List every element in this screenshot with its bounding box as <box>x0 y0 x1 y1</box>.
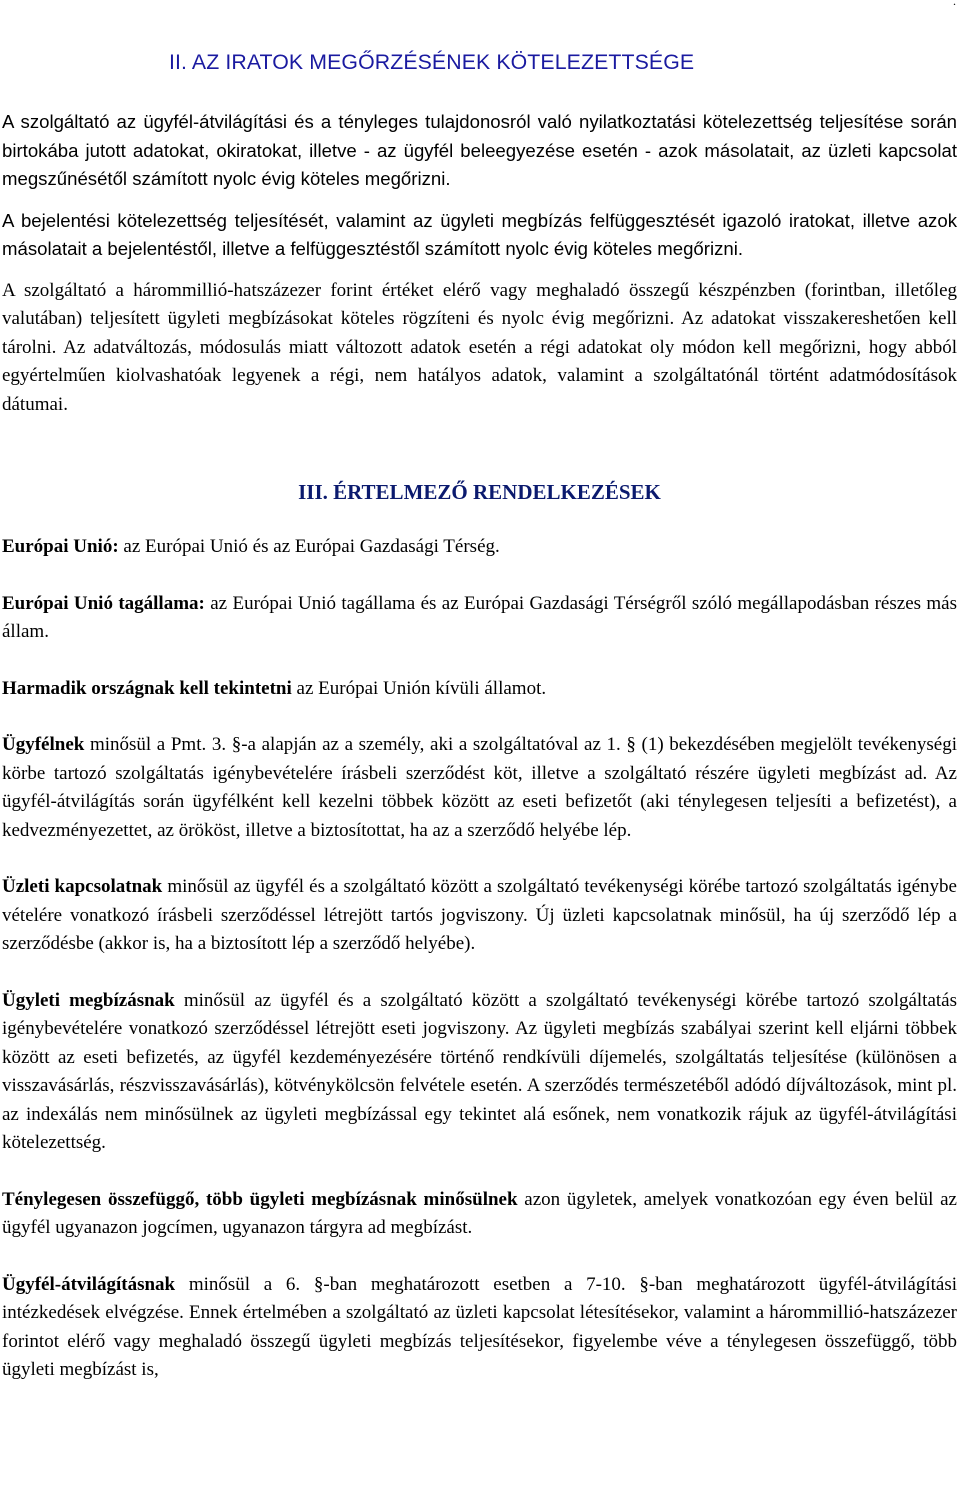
definition-term: Európai Unió tagállama: <box>2 592 205 614</box>
definition-business-relationship <box>2 873 957 959</box>
definition-term: Üzleti kapcsolatnak <box>2 876 163 897</box>
section-3-title: III. ÉRTELMEZŐ RENDELKEZÉSEK <box>298 480 661 504</box>
definition-linked-orders <box>2 1186 957 1243</box>
definition-term: Európai Unió: <box>2 536 119 557</box>
definition-term: Ügyleti megbízásnak <box>2 989 175 1011</box>
definition-text: az Európai Unión kívüli államot. <box>291 677 547 699</box>
section-2-paragraph-2: A bejelentési kötelezettség teljesítését, valamint az ügyleti megbízás felfüggesztését igazoló iratokat, illetve azok másolatait a bejelentéstől, illetve a felfüggesztéstől számított nyolc évig köteles megőrizni. <box>2 209 957 259</box>
definition-due-diligence <box>2 1271 957 1385</box>
definition-text: azon ügyletek, amelyek vonatkozóan egy éven belül az ügyfél ugyanazon jogcímen, ugyanazon tárgyra ad megbízást. <box>2 1188 957 1238</box>
section-2-paragraph-1: A szolgáltató az ügyfél-átvilágítási és a tényleges tulajdonosról való nyilatkoztatási kötelezettség teljesítése során birtokába jutott adatokat, okiratokat, illetve - az ügyfél beleegyezése esetén - azok másolatait, az üzleti kapcsolat megszűnésétől számított nyolc évig köteles megőrizni. <box>2 111 957 189</box>
definition-text: minősül a 6. §-ban meghatározott esetben a 7-10. §-ban meghatározott ügyfél-átvilágítási intézkedések elvégzése. Ennek értelmében a szolgáltató az üzleti kapcsolat létesítésekor, valamint a hárommillió-hatszázezer forintot elérő vagy meghaladó összegű ügyleti megbízás teljesítésekor, figyelembe véve a ténylegesen összefüggő, több ügyleti megbízást is, <box>2 1273 957 1380</box>
definition-customer <box>2 731 957 845</box>
definition-term: Ténylegesen összefüggő, több ügyleti megbízásnak minősülnek <box>2 1188 518 1210</box>
definition-text: minősül a Pmt. 3. §-a alapján az a személy, aki a szolgáltatóval az 1. § (1) bekezdésében megjelölt tevékenységi körbe tartozó szolgáltatás igénybevételére írásbeli szerződést köt, illetve a szolgáltató részére ügyleti megbízást ad. Az ügyfél-átvilágítás során ügyfélként kell kezelni többek között az eseti befizetőt (aki ténylegesen teljesíti a befizetést), a kedvezményezettet, az örököst, illetve a biztosítottat, ha az a szerződő helyébe lép. <box>2 734 957 841</box>
definition-term: Ügyfél-átvilágításnak <box>2 1273 176 1295</box>
definition-text: az Európai Unió és az Európai Gazdasági Térség. <box>118 536 500 557</box>
definition-text: minősül az ügyfél és a szolgáltató között a szolgáltató tevékenységi körébe tartozó szolgáltatás igénybevételére vonatkozó szerződéssel létrejött eseti jogviszony. Az ügyleti megbízás szabályai szerint kell eljárni többek között az eseti befizetés, az ügyfél kezdeményezésére történő rendkívüli díjemelés, szolgáltatás teljesítése (különösen a visszavásárlás, részvisszavásárlás), kötvénykölcsön felvétele esetén. A szerződés természetéből adódó díjváltozások, mint pl. az indexálás nem minősülnek az ügyleti megbízással egy tekintet alá esőnek, nem vonatkozik rájuk az ügyfél-átvilágítási kötelezettség. <box>2 989 958 1153</box>
definition-third-country <box>2 675 957 704</box>
definition-eu <box>2 533 957 562</box>
definition-text: az Európai Unió tagállama és az Európai Gazdasági Térségről szóló megállapodásban részes más állam. <box>2 592 957 642</box>
section-2-title: II. AZ IRATOK MEGŐRZÉSÉNEK KÖTELEZETTSÉGE <box>169 50 695 74</box>
definition-member-state <box>2 590 957 647</box>
definition-term: Ügyfélnek <box>2 734 85 755</box>
definition-transaction-order <box>2 987 957 1158</box>
section-2-paragraph-3: A szolgáltató a hárommillió-hatszázezer forint értéket elérő vagy meghaladó összegű készpénzben (forintban, illetőleg valutában) teljesített ügyleti megbízásokat köteles rögzíteni és nyolc évig megőrizni. Az adatokat visszakereshetően kell tárolni. Az adatváltozás, módosulás miatt változott adatok esetén a régi adatokat oly módon kell megőrizni, hogy abból egyértelműen kiolvashatóak legyenek a régi, nem hatályos adatok, valamint a szolgáltatónál történt adatmódosítások dátumai. <box>2 279 957 415</box>
definition-text: minősül az ügyfél és a szolgáltató között a szolgáltató tevékenységi körébe tartozó szolgáltatás igénybe vételére vonatkozó írásbeli szerződéssel létrejött tartós jogviszony. Új üzleti kapcsolatnak minősül, ha új szerződő lép a szerződésbe (akkor is, ha a biztosított lép a szerződő helyébe). <box>2 876 957 954</box>
corner-mark: . <box>953 0 956 8</box>
document-page <box>2 50 957 1385</box>
definition-term: Harmadik országnak kell tekintetni <box>2 677 292 699</box>
